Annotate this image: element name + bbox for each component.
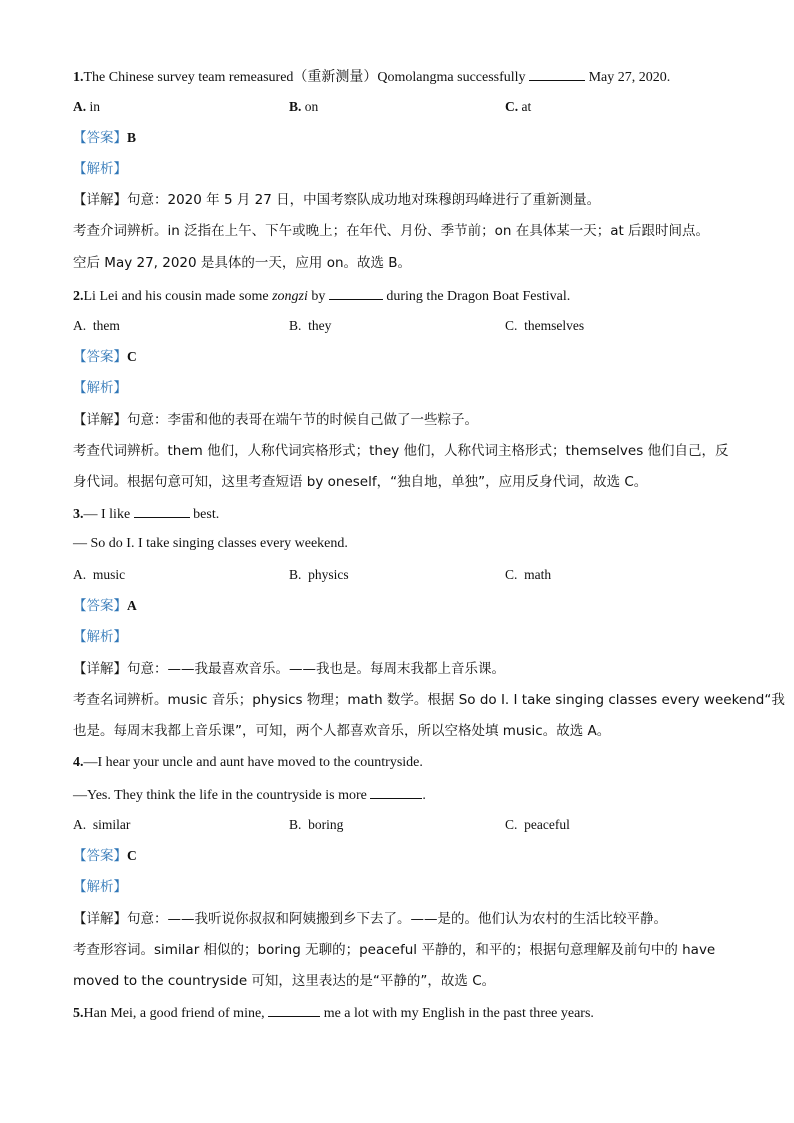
analysis-heading: 【解析】 bbox=[73, 161, 127, 177]
detail-line: 考查代词辨析。them 他们，人称代词宾格形式；they 他们，人称代词主格形式；themselves 他们自己，反 bbox=[73, 443, 729, 459]
stem-text: May 27, 2020. bbox=[585, 70, 671, 85]
option-a: A. similar bbox=[73, 817, 131, 832]
question-2-stem: 2.Li Lei and his cousin made some zongzi by during the Dragon Boat Festival. bbox=[73, 286, 570, 306]
option-b: B. on bbox=[289, 99, 319, 114]
option-c: C. at bbox=[505, 99, 532, 114]
detail-line: moved to the countryside 可知，这里表达的是“平静的”，故选 C。 bbox=[73, 973, 496, 989]
answer-blank bbox=[529, 67, 585, 81]
detail-line: 【详解】句意：——我最喜欢音乐。——我也是。每周末我都上音乐课。 bbox=[73, 661, 505, 677]
detail-line: 考查介词辨析。in 泛指在上午、下午或晚上；在年代、月份、季节前；on 在具体某一天；at 后跟时间点。 bbox=[73, 223, 710, 239]
answer-blank bbox=[268, 1003, 320, 1017]
answer-value: C bbox=[127, 848, 137, 863]
question-4-stem: 4.—I hear your uncle and aunt have moved to the countryside. bbox=[73, 755, 423, 770]
answer-row: 【答案】B bbox=[73, 130, 137, 146]
detail-line: 【详解】句意：——我听说你叔叔和阿姨搬到乡下去了。——是的。他们认为农村的生活比较平静。 bbox=[73, 911, 667, 927]
question-number: 5. bbox=[73, 1006, 84, 1021]
question-number: 1. bbox=[73, 70, 84, 85]
answer-blank bbox=[134, 504, 190, 518]
detail-line: 【详解】句意：2020 年 5 月 27 日，中国考察队成功地对珠穆朗玛峰进行了重新测量。 bbox=[73, 192, 601, 208]
option-a: A. in bbox=[73, 99, 101, 114]
answer-value: A bbox=[127, 598, 137, 613]
answer-value: B bbox=[127, 130, 137, 145]
analysis-heading: 【解析】 bbox=[73, 879, 127, 895]
question-3-stem: 3.— I like best. bbox=[73, 504, 219, 524]
answer-row: 【答案】C bbox=[73, 349, 137, 365]
option-b: B. they bbox=[289, 318, 332, 333]
analysis-heading: 【解析】 bbox=[73, 380, 127, 396]
detail-line: 考查名词辨析。music 音乐；physics 物理；math 数学。根据 So do I. I take singing classes every weekend“我 bbox=[73, 692, 785, 708]
option-b: B. boring bbox=[289, 817, 344, 832]
option-b: B. physics bbox=[289, 567, 349, 582]
analysis-heading: 【解析】 bbox=[73, 629, 127, 645]
detail-line: 也是。每周末我都上音乐课”，可知，两个人都喜欢音乐，所以空格处填 music。故选 A。 bbox=[73, 723, 611, 739]
question-number: 2. bbox=[73, 289, 84, 304]
answer-row: 【答案】A bbox=[73, 598, 137, 614]
answer-value: C bbox=[127, 349, 137, 364]
detail-line: 空后 May 27, 2020 是具体的一天，应用 on。故选 B。 bbox=[73, 255, 412, 271]
option-a: A. music bbox=[73, 567, 126, 582]
question-4-stem-line2: —Yes. They think the life in the countryside is more . bbox=[73, 785, 426, 805]
answer-row: 【答案】C bbox=[73, 848, 137, 864]
question-number: 4. bbox=[73, 755, 84, 770]
question-3-stem-line2: — So do I. I take singing classes every weekend. bbox=[73, 536, 348, 551]
stem-text: The Chinese survey team remeasured（重新测量）Qomolangma successfully bbox=[83, 70, 530, 85]
detail-line: 考查形容词。similar 相似的；boring 无聊的；peaceful 平静的，和平的；根据句意理解及前句中的 have bbox=[73, 942, 716, 958]
question-5-stem: 5.Han Mei, a good friend of mine, me a lot with my English in the past three years. bbox=[73, 1003, 594, 1023]
answer-blank bbox=[329, 286, 383, 300]
question-number: 3. bbox=[73, 507, 84, 522]
question-1-stem bbox=[73, 67, 670, 87]
option-c: C. peaceful bbox=[505, 817, 570, 832]
answer-blank bbox=[370, 785, 422, 799]
option-a: A. them bbox=[73, 318, 120, 333]
option-c: C. math bbox=[505, 567, 552, 582]
detail-line: 【详解】句意：李雷和他的表哥在端午节的时候自己做了一些粽子。 bbox=[73, 412, 478, 428]
detail-line: 身代词。根据句意可知，这里考查短语 by oneself，“独自地，单独”，应用反身代词，故选 C。 bbox=[73, 474, 648, 490]
option-c: C. themselves bbox=[505, 318, 585, 333]
